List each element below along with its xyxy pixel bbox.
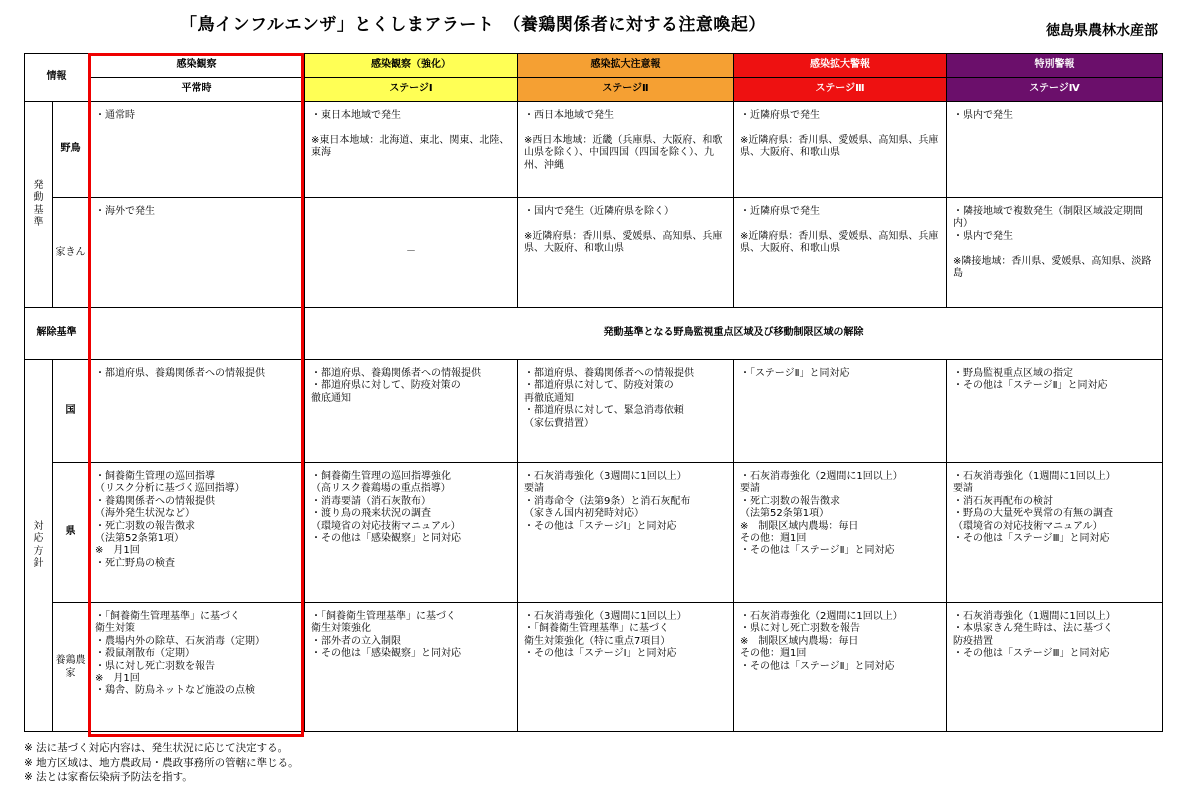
response-cell: ・都道府県、養鶏関係者への情報提供	[89, 360, 305, 463]
response-cell: ・石灰消毒強化（2週間に1回以上） ・県に対し死亡羽数を報告 ※ 制限区域内農場：毎日 その他：週1回 ・その他は「ステージⅡ」と同対応	[734, 603, 947, 732]
level-name-3: 感染拡大警報	[734, 54, 947, 78]
vertical-label-char: 対	[33, 520, 44, 532]
vertical-label-char: 準	[33, 216, 44, 228]
vertical-label-char: 発	[33, 179, 44, 191]
trigger-row-poultry	[25, 198, 1163, 308]
response-label-national: 国	[53, 360, 89, 463]
footnote: ※ 法とは家畜伝染病予防法を指す。	[24, 771, 193, 783]
vertical-label-char: 針	[33, 557, 44, 569]
release-label: 解除基準	[25, 308, 89, 360]
response-cell: ・石灰消毒強化（3週間に1回以上） ・「飼養衛生管理基準」に基づく 衛生対策強化（特に重点7項目） ・その他は「ステージⅠ」と同対応	[518, 603, 734, 732]
response-row-prefecture	[25, 463, 1163, 603]
response-cell: ・都道府県、養鶏関係者への情報提供 ・都道府県に対して、防疫対策の 再徹底通知 ・都道府県に対して、緊急消毒依頼 （家伝費措置）	[518, 360, 734, 463]
trigger-label-poultry: 家きん	[53, 198, 89, 308]
response-cell: ・都道府県、養鶏関係者への情報提供 ・都道府県に対して、防疫対策の 徹底通知	[305, 360, 518, 463]
vertical-label-char: 応	[33, 533, 44, 545]
footnote: ※ 法に基づく対応内容は、発生状況に応じて決定する。	[24, 742, 289, 754]
trigger-group-label	[25, 102, 53, 308]
level-stage-0: 平常時	[89, 78, 305, 102]
level-stage-3: ステージⅢ	[734, 78, 947, 102]
response-cell: ・飼養衛生管理の巡回指導強化 （高リスク養鶏場の重点指導） ・消毒要請（消石灰散布） ・渡り鳥の飛来状況の調査 （環境省の対応技術マニュアル） ・その他は「感染観察」と同対応	[305, 463, 518, 603]
response-cell: ・「飼養衛生管理基準」に基づく 衛生対策 ・農場内外の除草、石灰消毒（定期） ・殺鼠剤散布（定期） ・県に対し死亡羽数を報告 ※ 月1回 ・鶏舎、防鳥ネットなど施設の点検	[89, 603, 305, 732]
trigger-cell: ・隣接地域で複数発生（制限区域設定期間内） ・県内で発生 ※隣接地域：香川県、愛媛県、高知県、淡路島	[947, 198, 1163, 308]
release-row	[25, 308, 1163, 360]
trigger-cell: ・国内で発生（近隣府県を除く） ※近隣府県：香川県、愛媛県、高知県、兵庫県、大阪府、和歌山県	[518, 198, 734, 308]
vertical-label-char: 方	[33, 545, 44, 557]
level-name-0: 感染観察	[89, 54, 305, 78]
header-row-names	[25, 54, 1163, 78]
release-blank-cell	[89, 308, 305, 360]
department-label: 徳島県農林水産部	[1046, 23, 1158, 39]
trigger-cell: ・近隣府県で発生 ※近隣府県：香川県、愛媛県、高知県、兵庫県、大阪府、和歌山県	[734, 198, 947, 308]
response-label-prefecture: 県	[53, 463, 89, 603]
trigger-label-wild-birds: 野鳥	[53, 102, 89, 198]
trigger-row-wild-birds	[25, 102, 1163, 198]
response-label-farmers: 養鶏農家	[53, 603, 89, 732]
level-stage-2: ステージⅡ	[518, 78, 734, 102]
response-cell: ・野鳥監視重点区域の指定 ・その他は「ステージⅡ」と同対応	[947, 360, 1163, 463]
info-header: 情報	[25, 54, 89, 102]
header-row-stages	[25, 78, 1163, 102]
level-name-2: 感染拡大注意報	[518, 54, 734, 78]
level-name-4: 特別警報	[947, 54, 1163, 78]
response-cell: ・石灰消毒強化（1週間に1回以上） ・本県家きん発生時は、法に基づく 防疫措置 ・その他は「ステージⅢ」と同対応	[947, 603, 1163, 732]
page-title: 「鳥インフルエンザ」とくしまアラート （養鶏関係者に対する注意喚起）	[180, 15, 766, 35]
response-cell: ・「ステージⅡ」と同対応	[734, 360, 947, 463]
level-stage-1: ステージⅠ	[305, 78, 518, 102]
level-name-1: 感染観察（強化）	[305, 54, 518, 78]
trigger-cell: ・県内で発生	[947, 102, 1163, 198]
alert-table	[24, 53, 1163, 732]
response-cell: ・飼養衛生管理の巡回指導 （リスク分析に基づく巡回指導） ・養鶏関係者への情報提供 （海外発生状況など） ・死亡羽数の報告徴求 （法第52条第1項） ※ 月1回 ・死亡野鳥の検査	[89, 463, 305, 603]
footnote: ※ 地方区域は、地方農政局・農政事務所の管轄に準じる。	[24, 756, 299, 769]
trigger-cell: ・海外で発生	[89, 198, 305, 308]
vertical-label-char: 基	[33, 204, 44, 216]
response-cell: ・石灰消毒強化（2週間に1回以上） 要請 ・死亡羽数の報告徴求 （法第52条第1項） ※ 制限区域内農場：毎日 その他：週1回 ・その他は「ステージⅡ」と同対応	[734, 463, 947, 603]
footnotes	[24, 741, 299, 785]
release-text: 発動基準となる野鳥監視重点区域及び移動制限区域の解除	[305, 308, 1163, 360]
trigger-cell: ・近隣府県で発生 ※近隣府県：香川県、愛媛県、高知県、兵庫県、大阪府、和歌山県	[734, 102, 947, 198]
response-cell: ・「飼養衛生管理基準」に基づく 衛生対策強化 ・部外者の立入制限 ・その他は「感染観察」と同対応	[305, 603, 518, 732]
response-cell: ・石灰消毒強化（3週間に1回以上） 要請 ・消毒命令（法第9条）と消石灰配布 （家きん国内初発時対応） ・その他は「ステージⅠ」と同対応	[518, 463, 734, 603]
response-group-label	[25, 360, 53, 732]
trigger-cell: ・東日本地域で発生 ※東日本地域：北海道、東北、関東、北陸、東海	[305, 102, 518, 198]
response-row-national	[25, 360, 1163, 463]
vertical-label-char: 動	[33, 192, 44, 204]
level-stage-4: ステージⅣ	[947, 78, 1163, 102]
trigger-cell: ・通常時	[89, 102, 305, 198]
trigger-cell: ・西日本地域で発生 ※西日本地域：近畿（兵庫県、大阪府、和歌山県を除く）、中国四国（四国を除く）、九州、沖縄	[518, 102, 734, 198]
response-cell: ・石灰消毒強化（1週間に1回以上） 要請 ・消石灰再配布の検討 ・野鳥の大量死や異常の有無の調査 （環境省の対応技術マニュアル） ・その他は「ステージⅢ」と同対応	[947, 463, 1163, 603]
response-row-farmers	[25, 603, 1163, 732]
trigger-cell-empty: －	[305, 198, 518, 308]
